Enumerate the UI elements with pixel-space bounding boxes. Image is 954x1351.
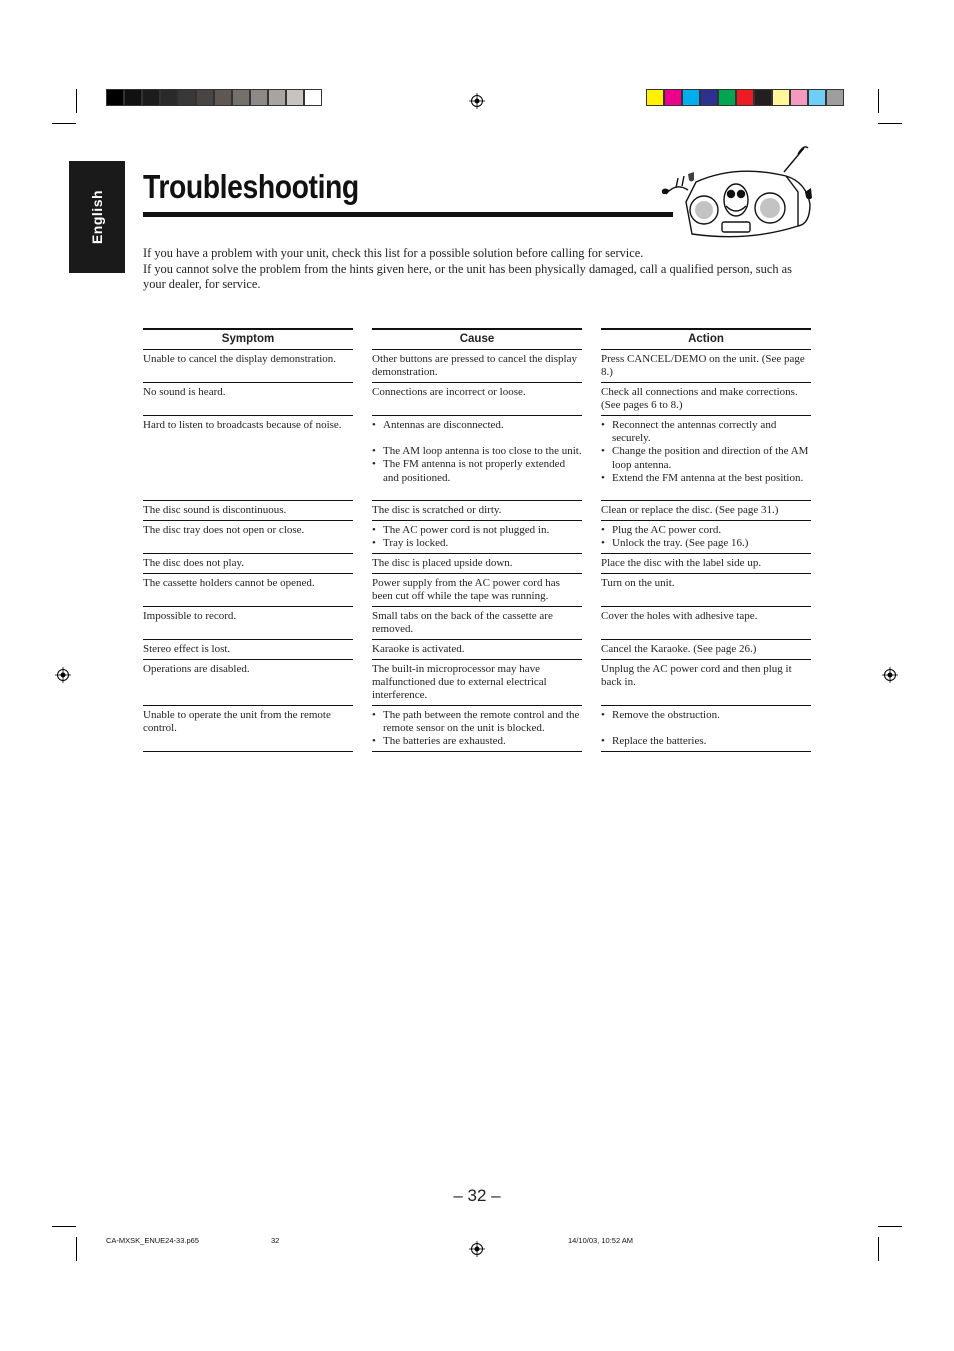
crop-mark	[878, 1226, 902, 1227]
action-cell: Turn on the unit.	[601, 574, 811, 607]
table-row	[143, 416, 811, 501]
table-row	[143, 640, 811, 660]
action-list-item: • Reconnect the antennas correctly and securely.	[601, 419, 811, 445]
cause-cell: Other buttons are pressed to cancel the display demonstration.	[372, 350, 582, 383]
cause-list-item: • The path between the remote control and the remote sensor on the unit is blocked.	[372, 709, 582, 735]
action-list-item: • Unlock the tray. (See page 16.)	[601, 537, 811, 550]
cause-cell: The disc is placed upside down.	[372, 554, 582, 574]
table-row	[143, 706, 811, 752]
footer-timestamp: 14/10/03, 10:52 AM	[568, 1236, 634, 1245]
symptom-cell: Impossible to record.	[143, 607, 353, 640]
intro-paragraph: If you cannot solve the problem from the hints given here, or the unit has been physically damaged, call a qualified person, such as your dealer, for service.	[143, 261, 792, 292]
symptom-cell: The disc does not play.	[143, 554, 353, 574]
action-list	[601, 709, 811, 748]
cause-cell: Small tabs on the back of the cassette are removed.	[372, 607, 582, 640]
page-number: – 32 –	[453, 1186, 501, 1205]
intro-paragraph: If you have a problem with your unit, check this list for a possible solution before calling for service.	[143, 246, 644, 260]
registration-mark-icon	[882, 667, 898, 683]
registration-mark-icon	[55, 667, 71, 683]
symptom-cell: Stereo effect is lost.	[143, 640, 353, 660]
column-header-symptom: Symptom	[143, 328, 353, 350]
language-tab	[69, 161, 125, 273]
action-list-item: • Extend the FM antenna at the best position.	[601, 472, 811, 485]
crop-mark	[878, 89, 879, 113]
color-swatch	[142, 89, 160, 106]
cause-list	[372, 709, 582, 749]
table-row	[143, 521, 811, 554]
crop-mark	[878, 1237, 879, 1261]
cause-cell: Power supply from the AC power cord has been cut off while the tape was running.	[372, 574, 582, 607]
color-swatch	[664, 89, 682, 106]
action-cell: Cover the holes with adhesive tape.	[601, 607, 811, 640]
color-swatch	[214, 89, 232, 106]
color-swatch	[124, 89, 142, 106]
page-title: Troubleshooting	[143, 168, 359, 205]
color-calibration-bar	[646, 89, 844, 106]
cause-cell	[372, 706, 582, 752]
action-list-item: • Plug the AC power cord.	[601, 524, 811, 537]
cause-list-item: • The AC power cord is not plugged in.	[372, 524, 582, 537]
color-swatch	[286, 89, 304, 106]
table-row	[143, 383, 811, 416]
color-swatch	[754, 89, 772, 106]
action-cell: Unplug the AC power cord and then plug it back in.	[601, 660, 811, 706]
color-swatch	[718, 89, 736, 106]
cause-list-item: • Tray is locked.	[372, 537, 582, 550]
color-swatch	[250, 89, 268, 106]
table-row	[143, 607, 811, 640]
boombox-mascot-icon	[658, 142, 816, 242]
grayscale-calibration-bar	[106, 89, 322, 106]
cause-list	[372, 419, 582, 485]
cause-cell: Connections are incorrect or loose.	[372, 383, 582, 416]
symptom-cell: The cassette holders cannot be opened.	[143, 574, 353, 607]
action-list	[601, 524, 811, 550]
color-swatch	[700, 89, 718, 106]
footer-filename: CA-MXSK_ENUE24-33.p65	[106, 1236, 199, 1245]
action-list	[601, 419, 811, 485]
column-header-action: Action	[601, 328, 811, 350]
cause-cell	[372, 521, 582, 554]
intro-text	[143, 246, 803, 293]
table-row	[143, 574, 811, 607]
action-cell: Check all connections and make corrections. (See pages 6 to 8.)	[601, 383, 811, 416]
footer-page: 32	[271, 1236, 280, 1245]
symptom-cell: No sound is heard.	[143, 383, 353, 416]
action-cell: Place the disc with the label side up.	[601, 554, 811, 574]
color-swatch	[196, 89, 214, 106]
color-swatch	[682, 89, 700, 106]
color-swatch	[646, 89, 664, 106]
color-swatch	[736, 89, 754, 106]
cause-cell: Karaoke is activated.	[372, 640, 582, 660]
color-swatch	[790, 89, 808, 106]
action-cell: Cancel the Karaoke. (See page 26.)	[601, 640, 811, 660]
symptom-cell: Unable to operate the unit from the remote control.	[143, 706, 353, 752]
action-cell	[601, 706, 811, 752]
cause-list-item: • The batteries are exhausted.	[372, 735, 582, 748]
action-cell: Clean or replace the disc. (See page 31.)	[601, 501, 811, 521]
symptom-cell: Hard to listen to broadcasts because of noise.	[143, 416, 353, 501]
symptom-cell: Unable to cancel the display demonstration.	[143, 350, 353, 383]
table-row	[143, 501, 811, 521]
action-list-item: • Change the position and direction of the AM loop antenna.	[601, 445, 811, 471]
table-row	[143, 660, 811, 706]
color-swatch	[106, 89, 124, 106]
symptom-cell: The disc sound is discontinuous.	[143, 501, 353, 521]
table-row	[143, 554, 811, 574]
cause-cell	[372, 416, 582, 501]
column-header-cause: Cause	[372, 328, 582, 350]
action-cell	[601, 416, 811, 501]
language-tab-label: English	[89, 189, 105, 245]
cause-list	[372, 524, 582, 550]
color-swatch	[808, 89, 826, 106]
action-cell	[601, 521, 811, 554]
color-swatch	[268, 89, 286, 106]
color-swatch	[232, 89, 250, 106]
registration-mark-icon	[469, 1241, 485, 1257]
cause-list-item: • The FM antenna is not properly extended and positioned.	[372, 458, 582, 484]
crop-mark	[878, 123, 902, 124]
registration-mark-icon	[469, 93, 485, 109]
color-swatch	[772, 89, 790, 106]
crop-mark	[52, 1226, 76, 1227]
cause-list-item: • The AM loop antenna is too close to the unit.	[372, 445, 582, 458]
action-cell: Press CANCEL/DEMO on the unit. (See page 8.)	[601, 350, 811, 383]
symptom-cell: Operations are disabled.	[143, 660, 353, 706]
crop-mark	[52, 123, 76, 124]
color-swatch	[178, 89, 196, 106]
symptom-cell: The disc tray does not open or close.	[143, 521, 353, 554]
cause-list-item: • Antennas are disconnected.	[372, 419, 582, 432]
table-row	[143, 350, 811, 383]
crop-mark	[76, 1237, 77, 1261]
color-swatch	[304, 89, 322, 106]
title-underline	[143, 212, 673, 217]
cause-cell: The built-in microprocessor may have malfunctioned due to external electrical interference.	[372, 660, 582, 706]
color-swatch	[826, 89, 844, 106]
color-swatch	[160, 89, 178, 106]
action-list-item: • Remove the obstruction.	[601, 709, 811, 722]
crop-mark	[76, 89, 77, 113]
action-list-item: • Replace the batteries.	[601, 735, 811, 748]
cause-cell: The disc is scratched or dirty.	[372, 501, 582, 521]
